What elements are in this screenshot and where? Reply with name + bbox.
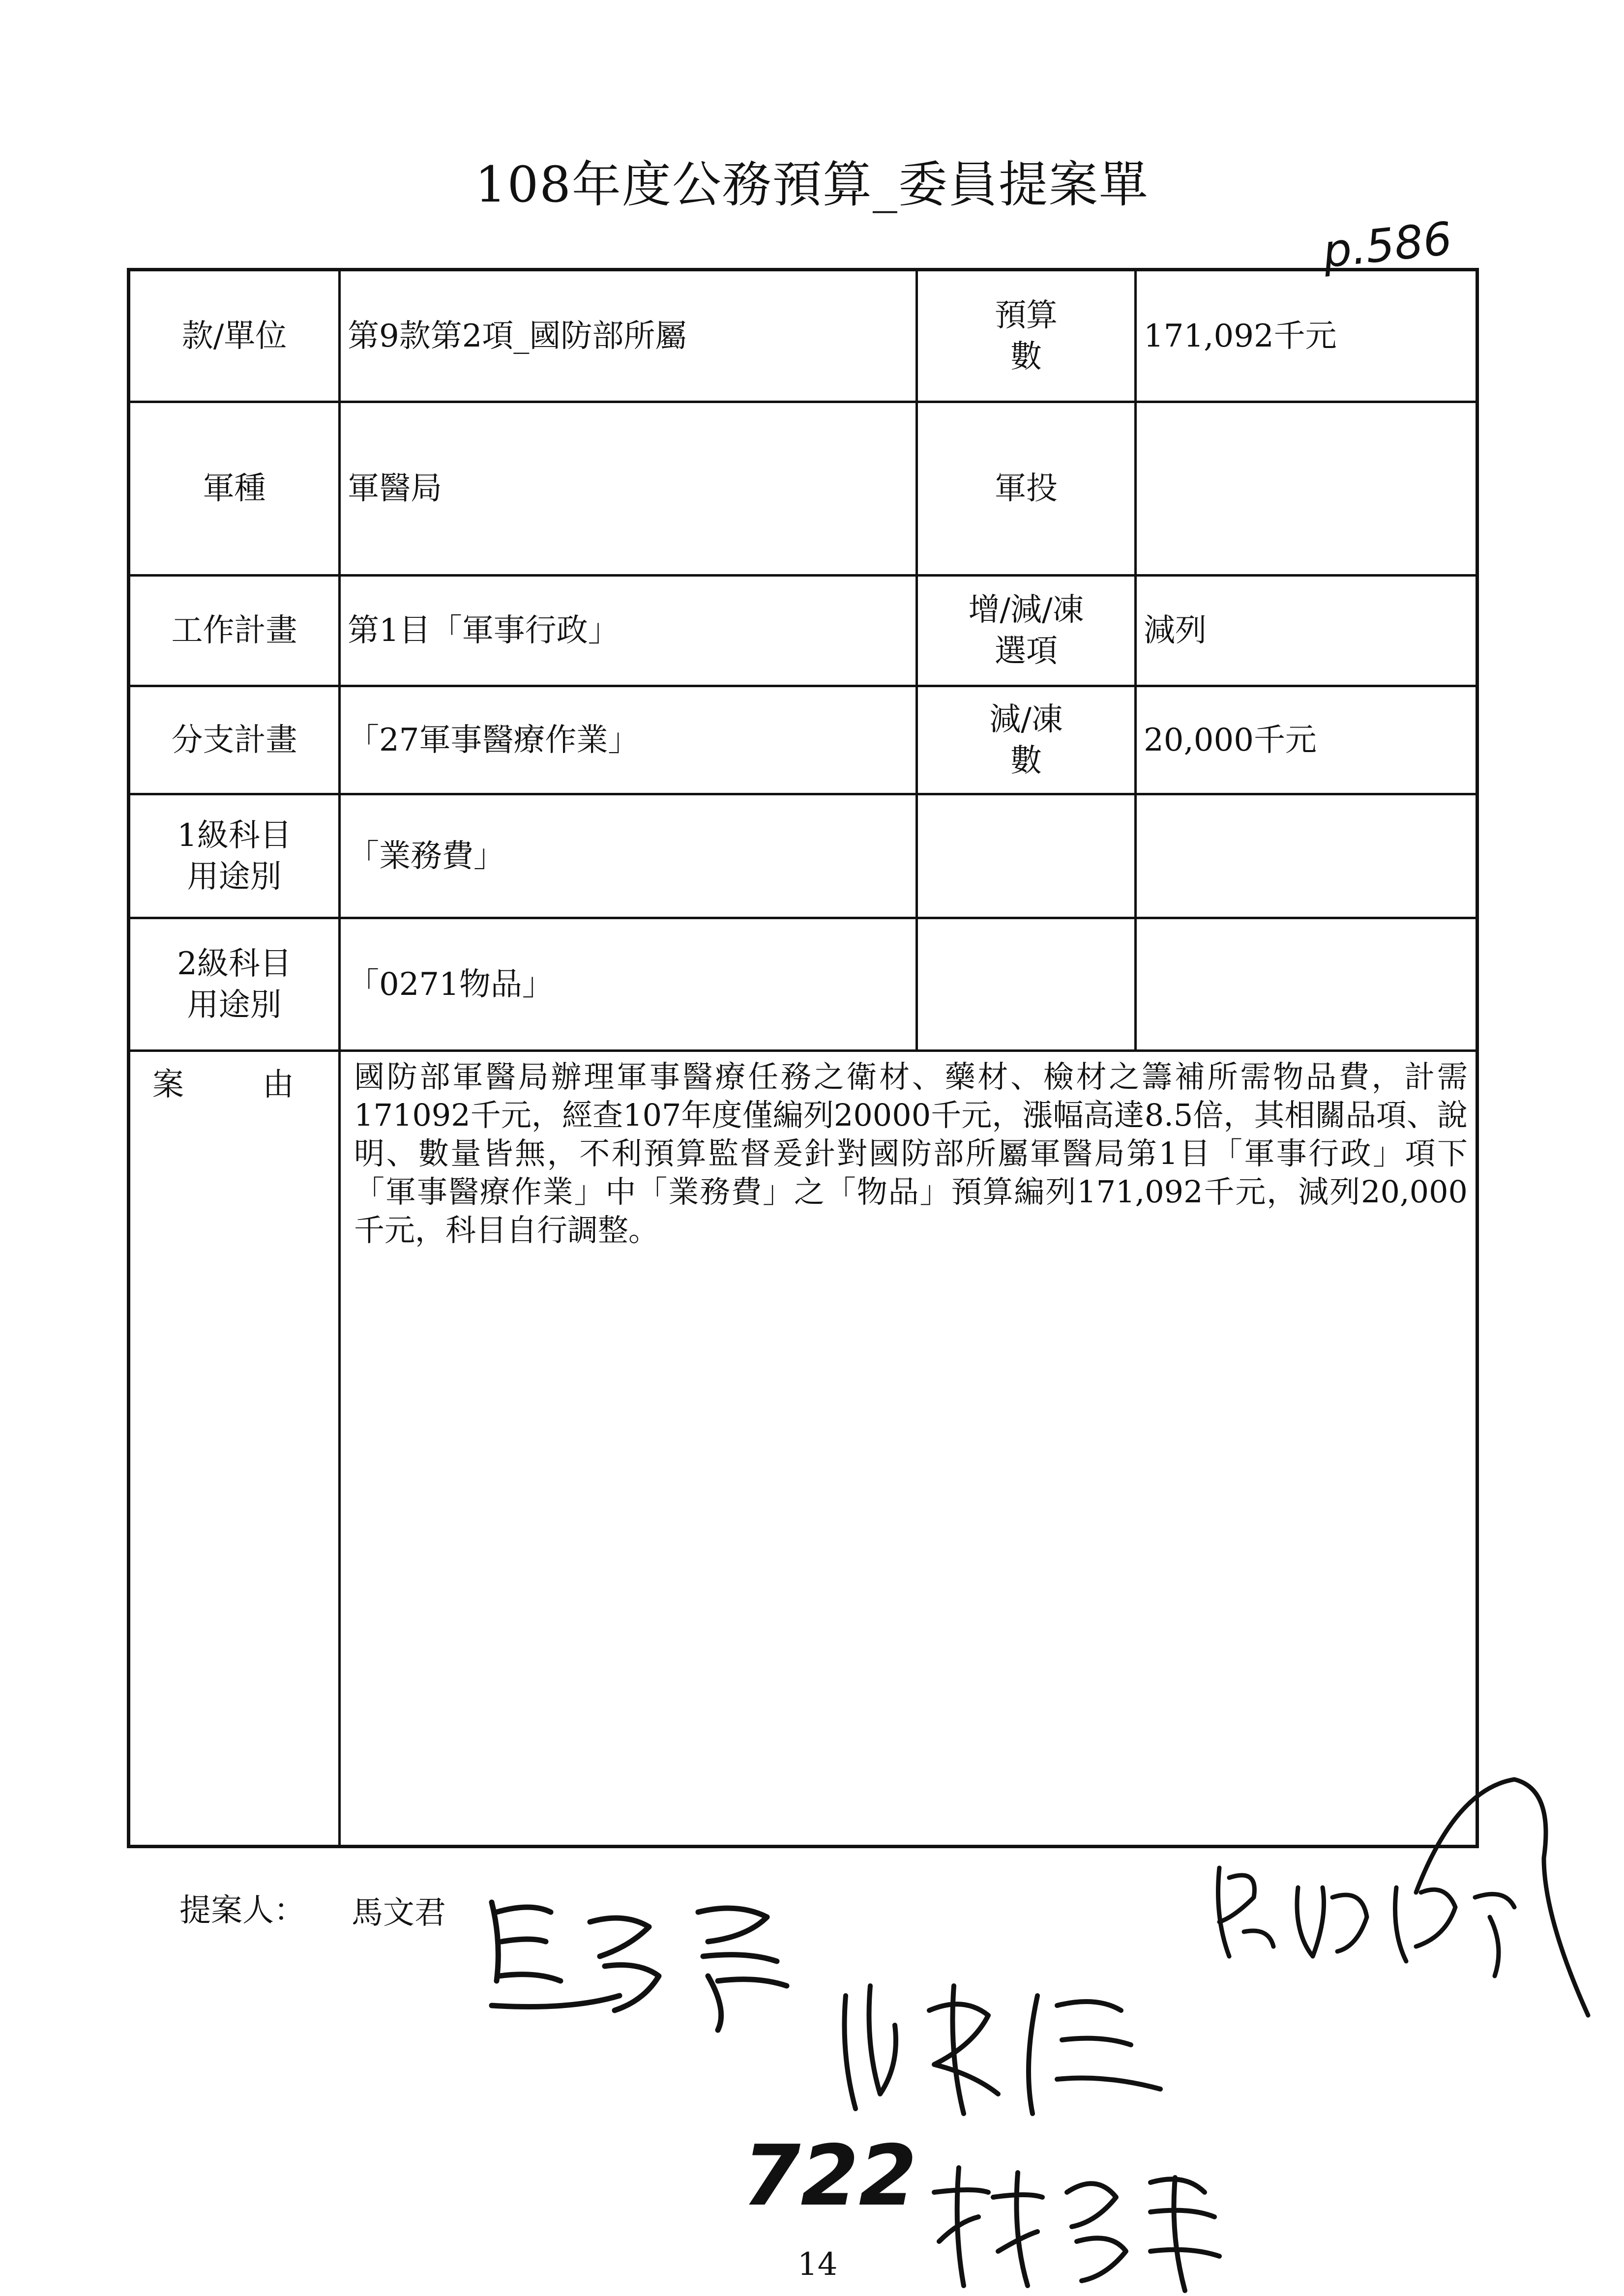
label-military-investment: 軍投 xyxy=(995,470,1058,507)
signature-2 xyxy=(826,1966,1180,2128)
signature-4 xyxy=(919,2153,1234,2296)
empty-cell xyxy=(918,919,1134,1049)
empty-cell xyxy=(918,795,1134,917)
value-reduce-amount: 20,000千元 xyxy=(1144,722,1317,758)
label-level1-subject-text: 1級科目 用途別 xyxy=(177,817,292,895)
reason-label: 案由 xyxy=(152,1067,373,1103)
value-adjust-option: 減列 xyxy=(1144,612,1207,649)
label-work-plan: 工作計畫 xyxy=(171,612,297,649)
empty-cell xyxy=(1137,919,1476,1049)
label-reduce-amount-text: 減/凍 數 xyxy=(989,701,1063,779)
value-work-plan: 第1目「軍事行政」 xyxy=(348,612,620,649)
reason-text: 國防部軍醫局辦理軍事醫療任務之衛材、藥材、檢材之籌補所需物品費，計需171092千元，經查107年度僅編列20000千元，漲幅高達8.5倍，其相關品項、說明、數量皆無，不利預算監督爰針對國防部所屬軍醫局第1目「軍事行政」項下「軍事醫療作業」中「業務費」之「物品」預算編列171,092千元，減列20,000千元，科目自行調整。 xyxy=(354,1059,1468,1248)
label-budget xyxy=(918,271,1134,401)
label-level2-subject xyxy=(130,919,338,1049)
value-level2-subject: 「0271物品」 xyxy=(348,966,554,1003)
signature-3 xyxy=(1200,1770,1603,2045)
value-level1-subject: 「業務費」 xyxy=(348,838,505,874)
stamp-number-722 xyxy=(742,2127,917,2227)
label-level1-subject xyxy=(130,795,338,917)
proposer-name: 馬文君 xyxy=(352,1895,446,1931)
page-reference-note: p.586 xyxy=(1320,212,1455,278)
page-title: 108年度公務預算_委員提案單 xyxy=(475,156,1149,213)
signature-1 xyxy=(472,1883,806,2040)
label-service: 軍種 xyxy=(203,470,266,507)
proposer-label: 提案人： xyxy=(179,1892,305,1929)
value-service: 軍醫局 xyxy=(348,470,442,507)
value-military-investment xyxy=(1137,403,1476,574)
value-branch-plan: 「27軍事醫療作業」 xyxy=(348,722,640,758)
label-budget-text: 預算 數 xyxy=(995,297,1058,375)
label-adjust-option-text: 增/減/凍 選項 xyxy=(968,592,1084,669)
label-branch-plan: 分支計畫 xyxy=(171,722,297,758)
value-unit: 第9款第2項_國防部所屬 xyxy=(348,318,687,354)
label-adjust-option xyxy=(918,577,1134,685)
page-number: 14 xyxy=(797,2246,838,2283)
stamp-number-text: 722 xyxy=(742,2127,917,2225)
label-reduce-amount xyxy=(918,687,1134,793)
row-divider xyxy=(129,1049,1478,1052)
value-budget: 171,092千元 xyxy=(1144,318,1337,354)
label-unit: 款/單位 xyxy=(181,318,287,354)
label-level2-subject-text: 2級科目 用途別 xyxy=(177,945,292,1023)
empty-cell xyxy=(1137,795,1476,917)
